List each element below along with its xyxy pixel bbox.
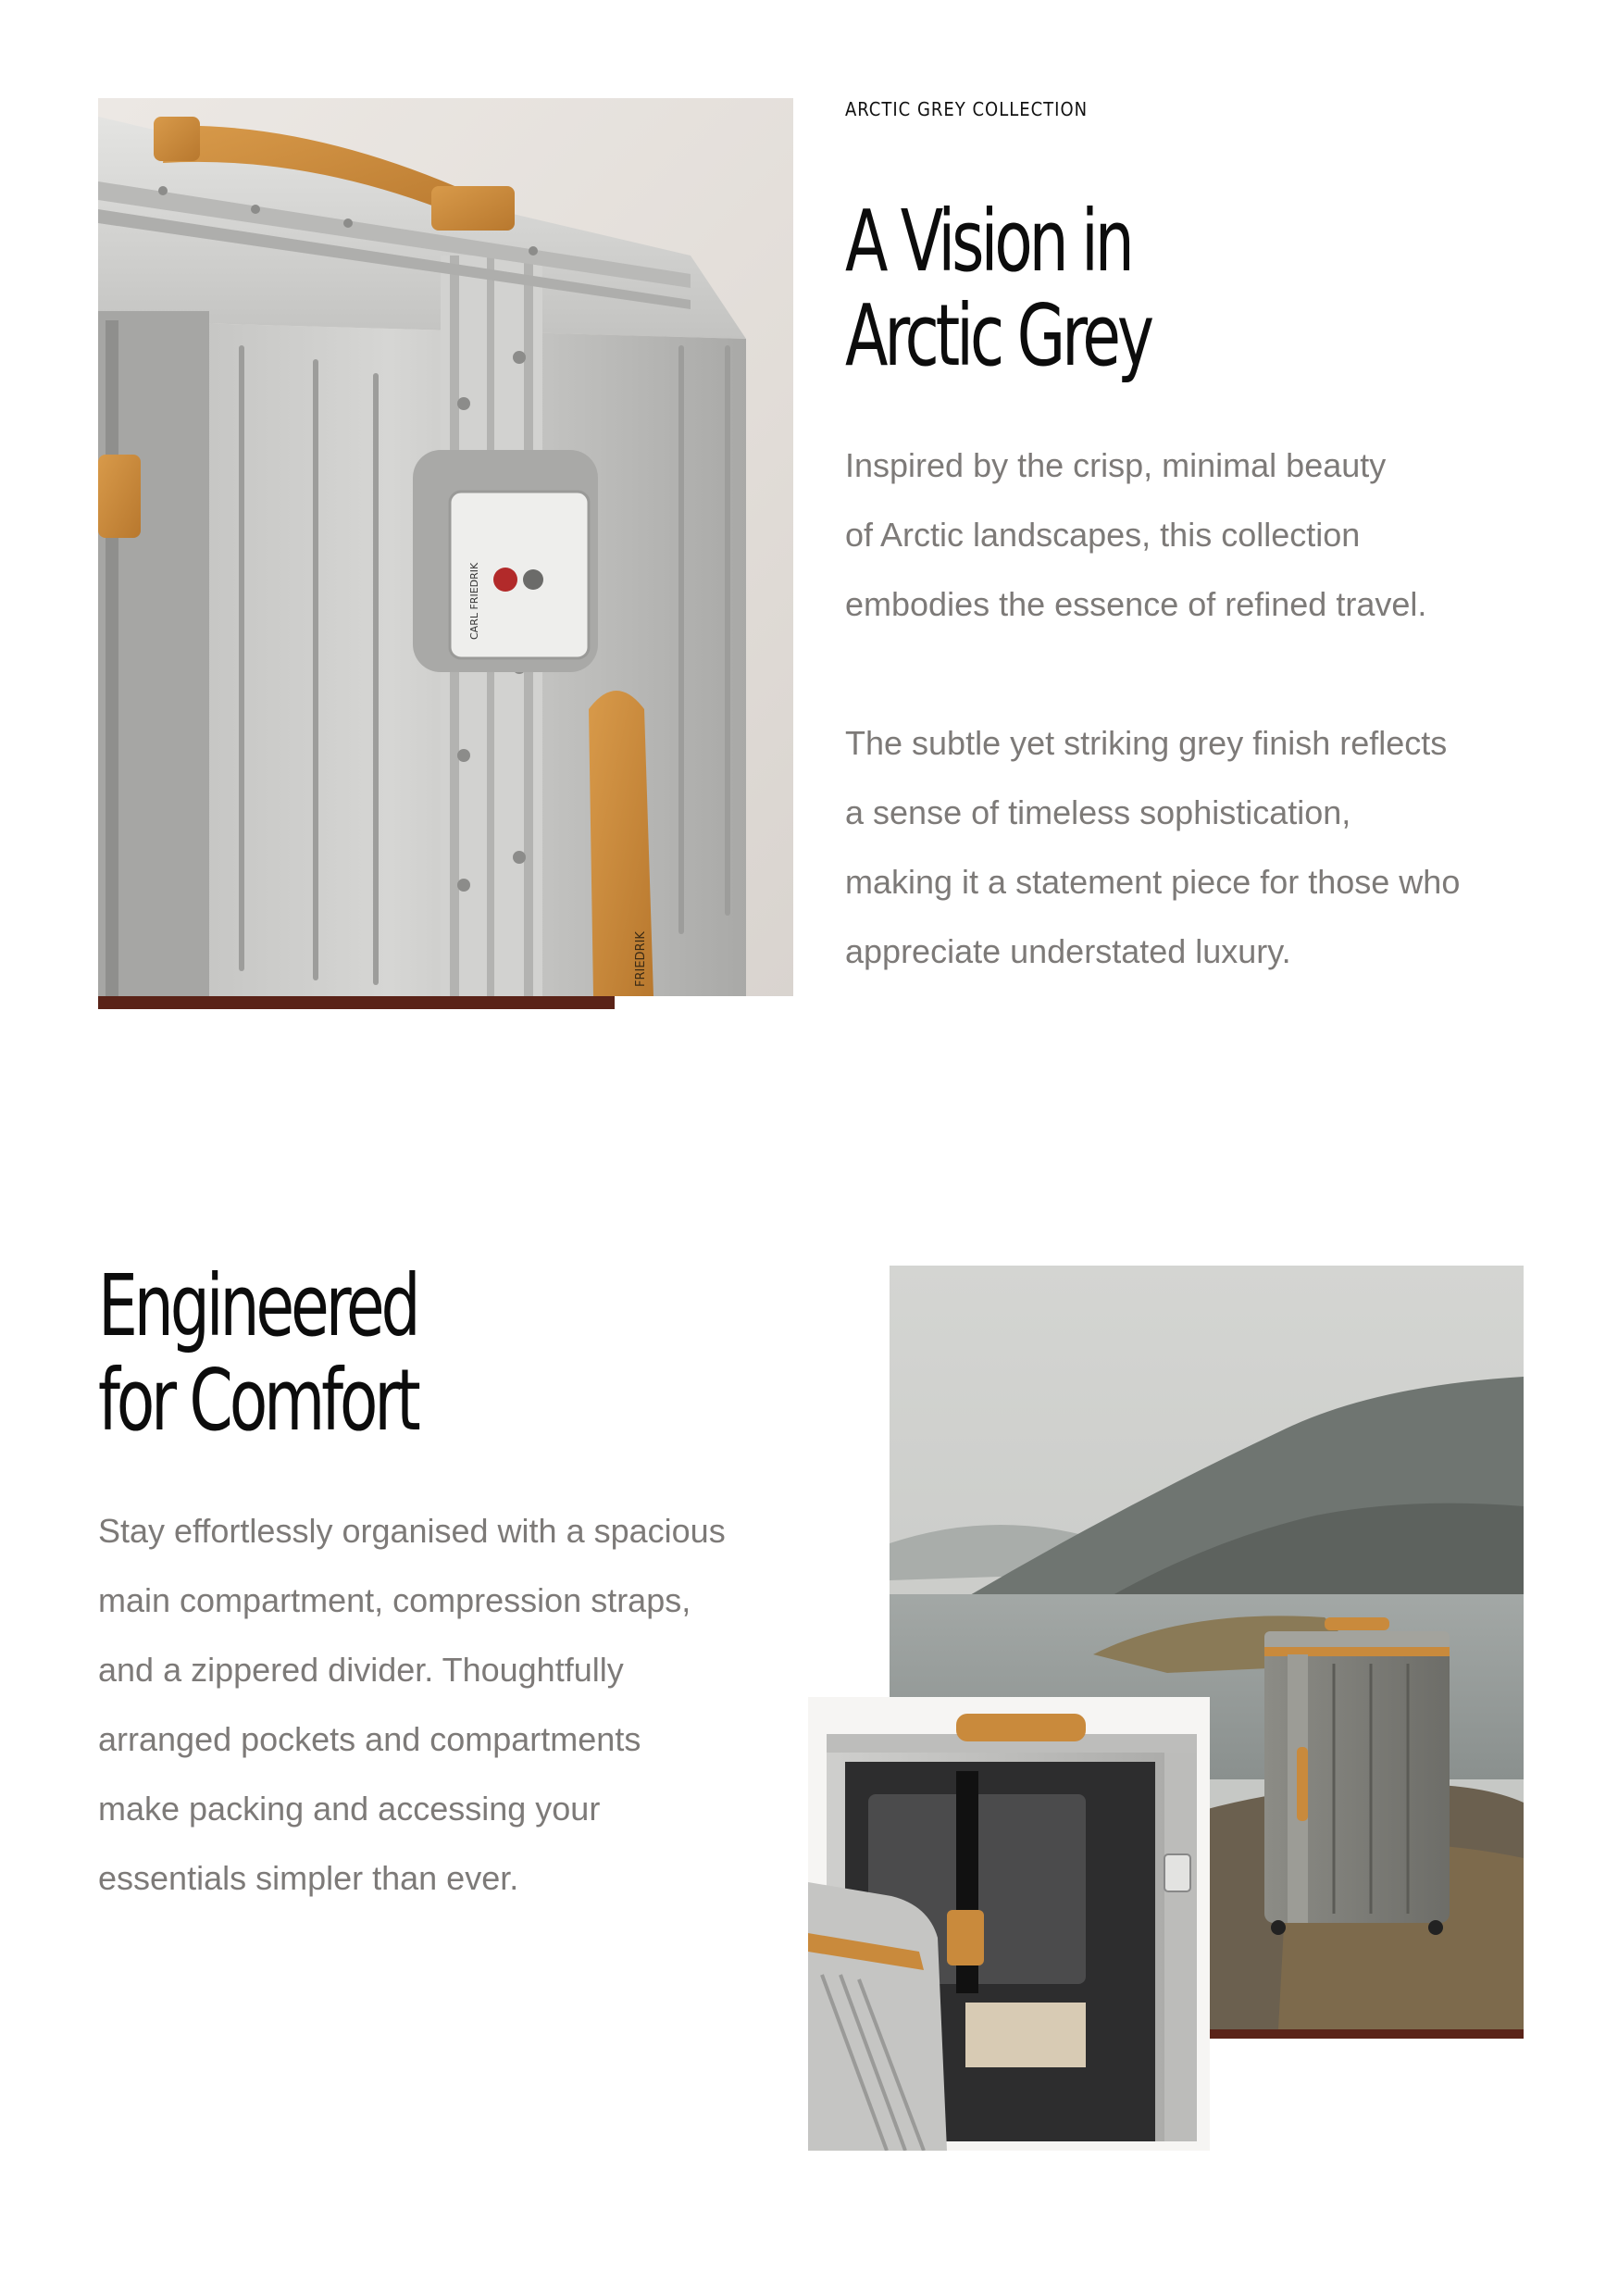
section-heading-line-1: Engineered <box>98 1256 417 1355</box>
title-line-1: A Vision in <box>845 192 1131 291</box>
open-suitcase-photo <box>808 1697 1210 2151</box>
accent-bar <box>98 996 615 1009</box>
comfort-line: arranged pockets and compartments <box>98 1720 641 1758</box>
collection-eyebrow: ARCTIC GREY COLLECTION <box>845 98 1089 120</box>
title-line-2: Arctic Grey <box>845 286 1151 385</box>
comfort-line: and a zippered divider. Thoughtfully <box>98 1651 624 1689</box>
comfort-line: essentials simpler than ever. <box>98 1859 519 1897</box>
lock-brand-text: CARL FRIEDRIK <box>468 562 480 640</box>
intro-line: of Arctic landscapes, this collection <box>845 516 1361 554</box>
intro-line: Inspired by the crisp, minimal beauty <box>845 446 1387 484</box>
intro-paragraph <box>845 430 1426 639</box>
finish-line: a sense of timeless sophistication, <box>845 793 1351 831</box>
finish-line: making it a statement piece for those who <box>845 863 1461 901</box>
comfort-line: make packing and accessing your <box>98 1790 601 1828</box>
finish-line: appreciate understated luxury. <box>845 932 1291 970</box>
finish-paragraph <box>845 708 1460 986</box>
page-title <box>845 194 1151 383</box>
comfort-line: main compartment, compression straps, <box>98 1581 691 1619</box>
accent-bar <box>1210 2029 1524 2039</box>
strap-brand-text: FRIEDRIK <box>634 931 648 987</box>
comfort-line: Stay effortlessly organised with a spacious <box>98 1512 726 1550</box>
finish-line: The subtle yet striking grey finish reflects <box>845 724 1448 762</box>
suitcase-closeup-photo <box>98 98 793 996</box>
section-heading <box>98 1256 417 1450</box>
intro-line: embodies the essence of refined travel. <box>845 585 1427 623</box>
comfort-paragraph <box>98 1496 726 1913</box>
section-heading-line-2: for Comfort <box>98 1351 417 1450</box>
